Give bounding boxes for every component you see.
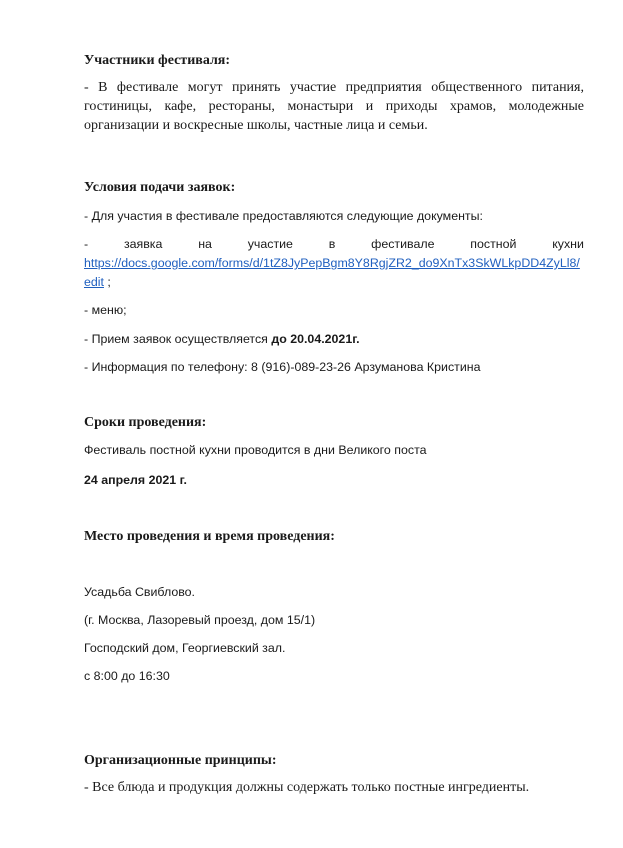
contact-line: - Информация по телефону: 8 (916)-089-23-26 Арзуманова Кристина — [84, 360, 481, 374]
application-link-line — [84, 254, 584, 292]
deadline-line — [84, 330, 584, 349]
application-word: участие — [247, 237, 293, 251]
menu-item: - меню; — [84, 303, 127, 317]
application-word: - — [84, 237, 89, 251]
conditions-intro: - Для участия в фестивале предоставляются следующие документы: — [84, 209, 483, 223]
dates-heading: Сроки проведения: — [84, 415, 207, 430]
venue-heading: Место проведения и время проведения: — [84, 529, 335, 544]
application-word: постной — [470, 237, 517, 251]
conditions-heading: Условия подачи заявок: — [84, 180, 236, 195]
participants-heading: Участники фестиваля: — [84, 53, 231, 68]
venue-hall: Господский дом, Георгиевский зал. — [84, 641, 286, 655]
application-word: кухни — [552, 237, 584, 251]
application-line — [84, 235, 584, 254]
venue-name: Усадьба Свиблово. — [84, 585, 195, 599]
deadline-prefix: - Прием заявок осуществляется — [84, 332, 272, 346]
application-link-suffix: ; — [103, 275, 111, 289]
application-word: на — [198, 237, 212, 251]
application-form-link[interactable]: https://docs.google.com/forms/d/1tZ8JyPepBgm8Y8RgjZR2_do9XnTx3SkWLkpDD4ZyLl8/edit — [84, 256, 580, 289]
principles-heading: Организационные принципы: — [84, 753, 277, 768]
venue-time: с 8:00 до 16:30 — [84, 669, 170, 683]
deadline-date: до 20.04.2021г. — [271, 332, 360, 346]
dates-text: Фестиваль постной кухни проводится в дни Великого поста — [84, 443, 427, 457]
venue-address: (г. Москва, Лазоревый проезд, дом 15/1) — [84, 613, 316, 627]
application-word: заявка — [123, 237, 163, 251]
application-word: в — [328, 237, 336, 251]
festival-date: 24 апреля 2021 г. — [84, 473, 187, 487]
application-word: фестивале — [371, 237, 435, 251]
principles-text: - Все блюда и продукция должны содержать только постные ингредиенты. — [84, 780, 530, 795]
participants-text: - В фестивале могут принять участие предприятия общественного питания, гостиницы, кафе, рестораны, монастыри и приходы храмов, молодежные организации и воскресные школы, частные лица и семьи. — [84, 80, 584, 133]
